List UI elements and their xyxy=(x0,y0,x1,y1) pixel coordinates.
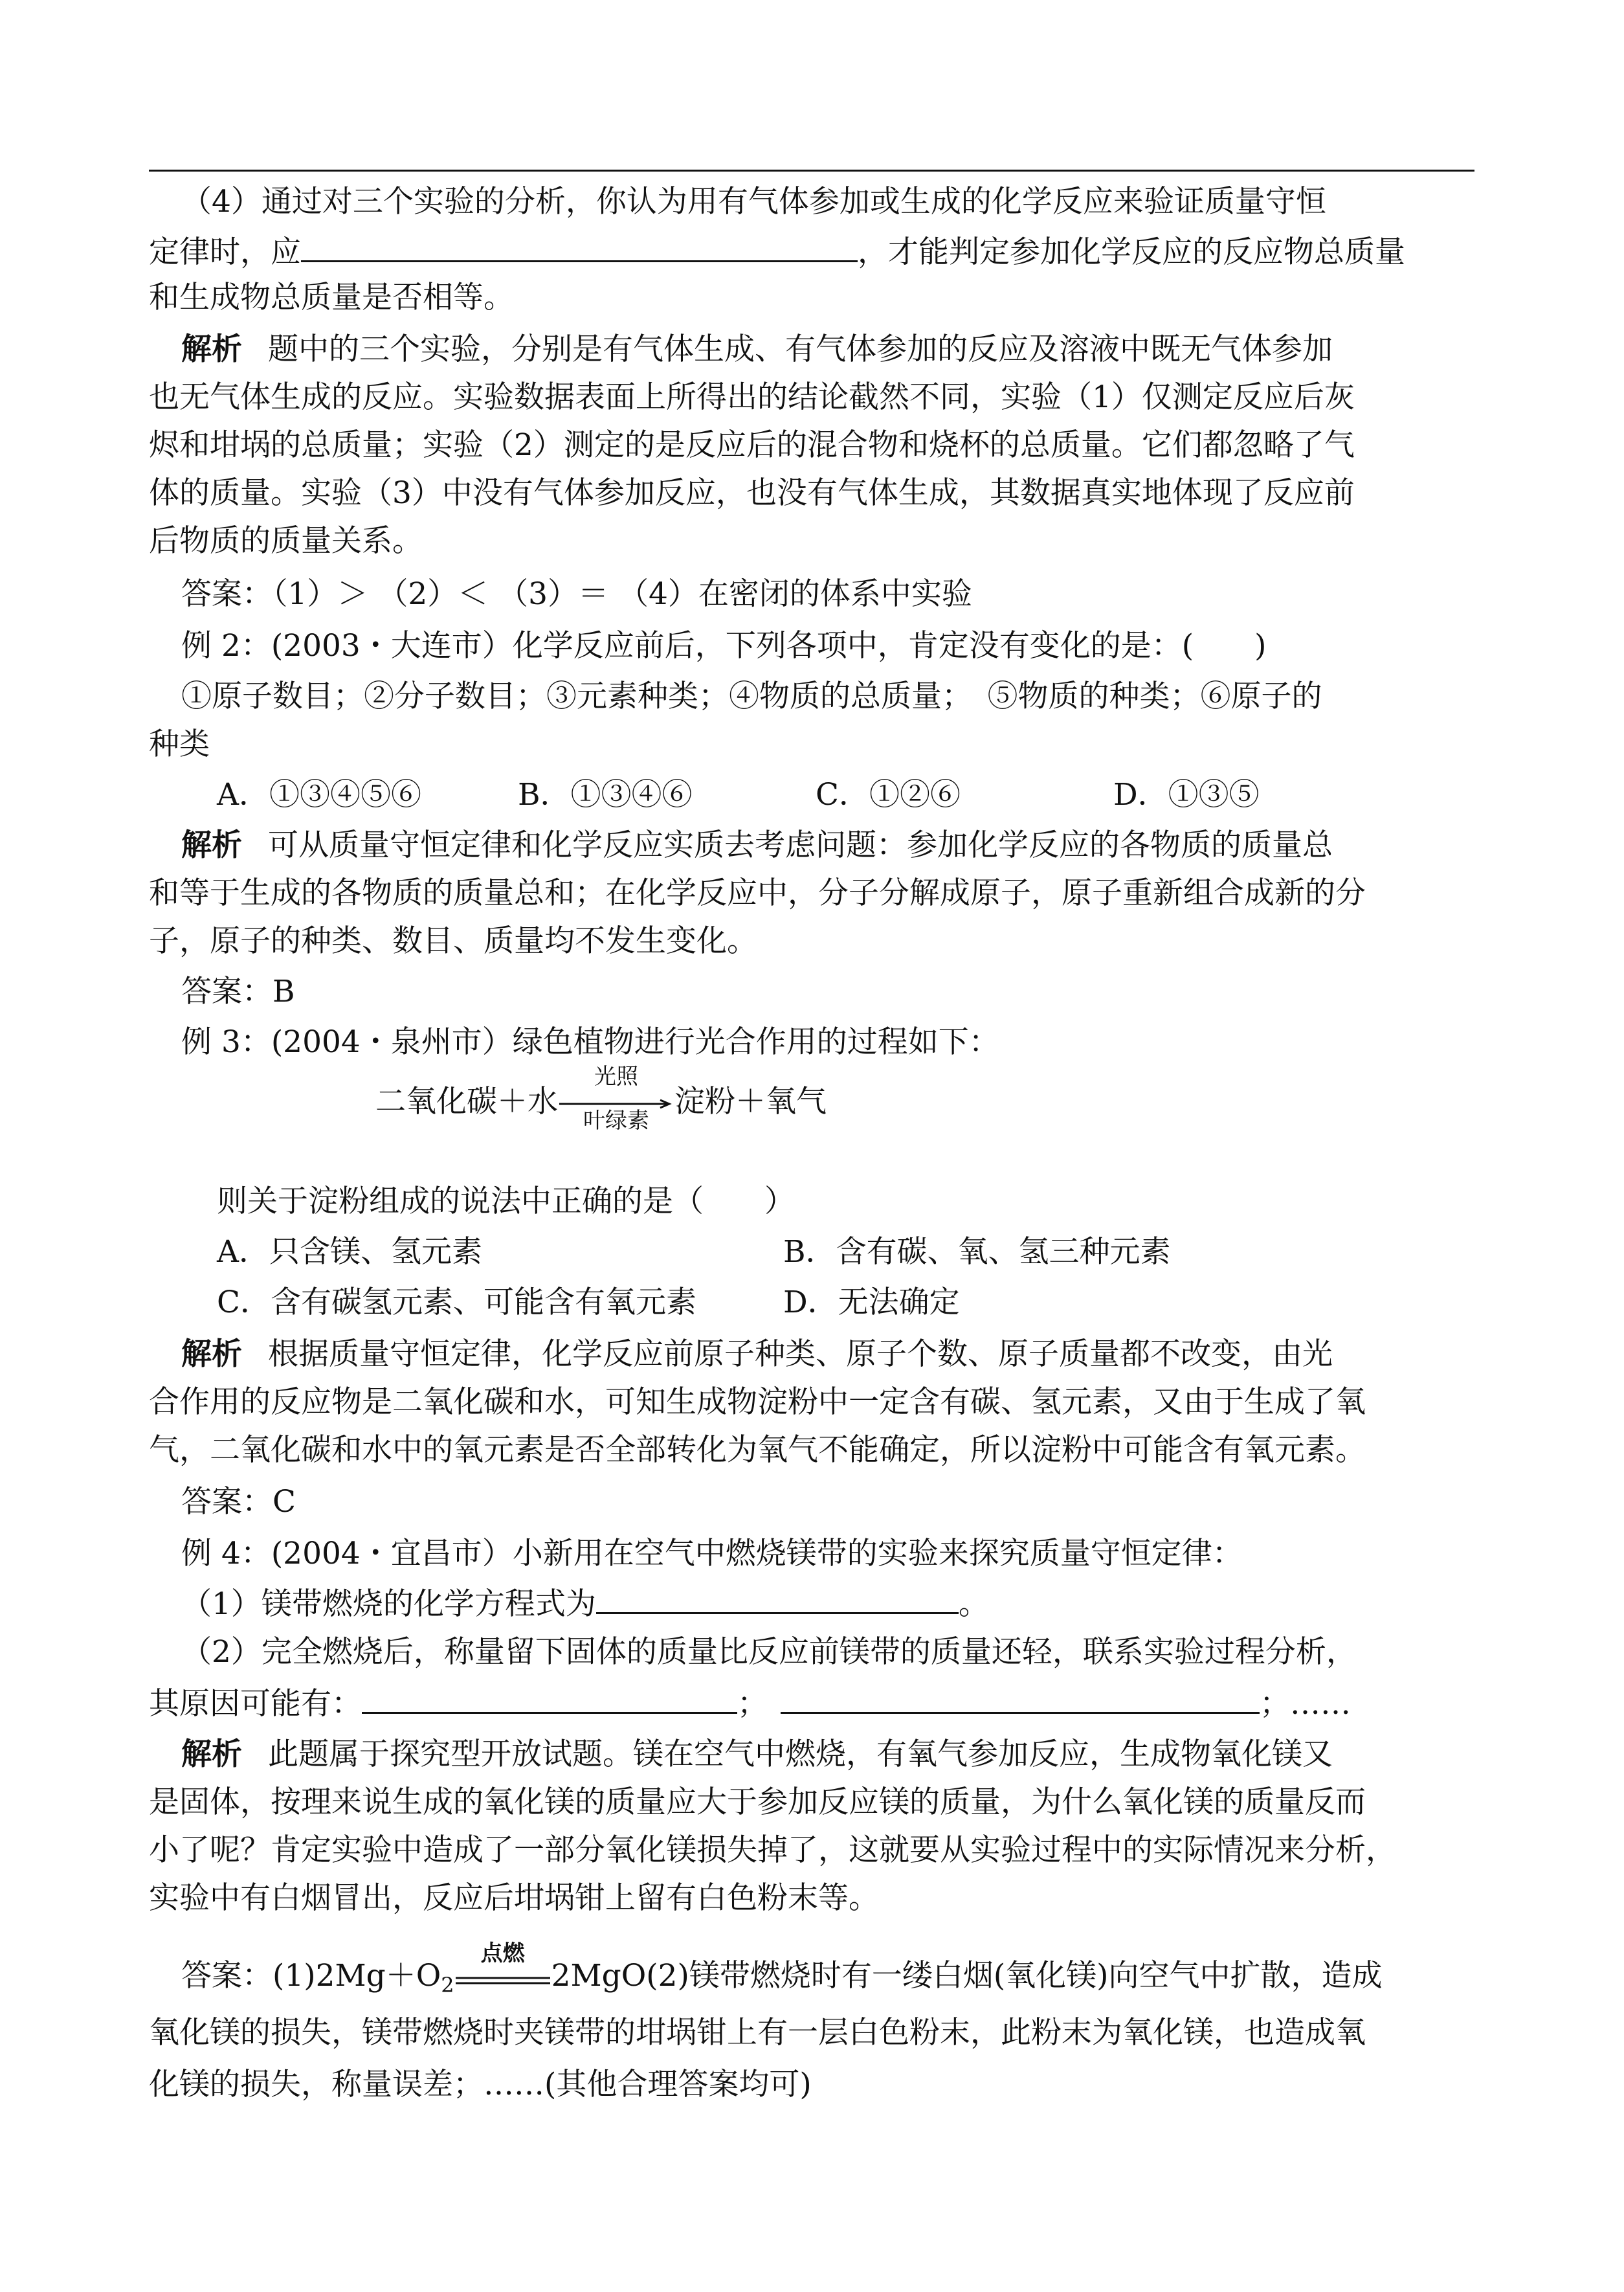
ex4-q2-sep: ； xyxy=(737,1686,768,1722)
q4-line-2-start: 定律时，应 xyxy=(149,234,301,270)
ex3-analysis-label: 解析 xyxy=(181,1336,242,1372)
ex4-q2-line-2 xyxy=(149,1682,1443,1724)
ex3-equation xyxy=(375,1064,1624,1134)
ex4-analysis-label: 解析 xyxy=(181,1736,242,1772)
ex4-analysis-line-1 xyxy=(181,1735,1476,1774)
ex3-eq-condition-below: 叶绿素 xyxy=(583,1108,649,1134)
ex2-analysis-label: 解析 xyxy=(181,827,242,863)
ex4-q1-blank xyxy=(596,1582,959,1614)
ex4-q2-blank-1 xyxy=(362,1682,737,1714)
q4-line-1: （4）通过对三个实验的分析，你认为用有气体参加或生成的化学反应来验证质量守恒 xyxy=(181,184,1326,219)
double-line-icon xyxy=(454,1975,551,1986)
ex4-q2-end: ；…… xyxy=(1260,1686,1351,1722)
q4-line-2-end: ，才能判定参加化学反应的反应物总质量 xyxy=(858,234,1405,270)
ex4-title: 例 4：(2004・宜昌市）小新用在空气中燃烧镁带的实验来探究质量守恒定律： xyxy=(181,1536,1243,1571)
ex3-eq-condition-above: 光照 xyxy=(594,1064,638,1090)
ex4-answer-condition: 点燃 xyxy=(480,1940,525,1966)
ex3-option-d: D．无法确定 xyxy=(783,1285,960,1320)
ex3-title: 例 3：(2004・泉州市）绿色植物进行光合作用的过程如下： xyxy=(181,1024,999,1060)
ex3-analysis-text-1: 根据质量守恒定律，化学反应前原子种类、原子个数、原子质量都不改变，由光 xyxy=(268,1336,1333,1372)
ex2-answer: 答案：B xyxy=(181,974,295,1009)
ex3-analysis-line-3: 气，二氧化碳和水中的氧元素是否全部转化为氧气不能确定，所以淀粉中可能含有氧元素。 xyxy=(149,1432,1366,1468)
q4-line-3: 和生成物总质量是否相等。 xyxy=(149,280,514,315)
ex4-q2-line-1: （2）完全燃烧后，称量留下固体的质量比反应前镁带的质量还轻，联系实验过程分析， xyxy=(181,1634,1357,1670)
q4-line-2 xyxy=(149,230,1443,272)
ex3-eq-left: 二氧化碳＋水 xyxy=(375,1084,558,1119)
analysis1-line-1 xyxy=(181,330,1476,369)
ex3-option-c: C．含有碳氢元素、可能含有氧元素 xyxy=(217,1285,696,1320)
answer1: 答案：（1）＞ （2）＜ （3）＝ （4）在密闭的体系中实验 xyxy=(181,576,972,612)
ex3-analysis-line-1 xyxy=(181,1335,1476,1374)
ex3-option-a: A．只含镁、氢元素 xyxy=(217,1234,482,1270)
ex3-option-b: B．含有碳、氧、氢三种元素 xyxy=(783,1234,1171,1270)
ex4-answer-rest: 2MgO(2)镁带燃烧时有一缕白烟(氧化镁)向空气中扩散，造成 xyxy=(551,1958,1383,1994)
ex2-option-a: A．①③④⑤⑥ xyxy=(217,777,421,813)
ex4-answer-line-2: 氧化镁的损失，镁带燃烧时夹镁带的坩埚钳上有一层白色粉末，此粉末为氧化镁，也造成氧 xyxy=(149,2015,1366,2050)
ex2-option-d: D．①③⑤ xyxy=(1113,777,1260,813)
ex4-answer-subscript: 2 xyxy=(441,1973,454,1997)
ex2-option-b: B．①③④⑥ xyxy=(518,777,693,813)
ex4-analysis-text-1: 此题属于探究型开放试题。镁在空气中燃烧，有氧气参加反应，生成物氧化镁又 xyxy=(268,1736,1333,1772)
ex4-answer-line-3: 化镁的损失，称量误差；……(其他合理答案均可) xyxy=(149,2067,812,2102)
ex4-analysis-line-4: 实验中有白烟冒出，反应后坩埚钳上留有白色粉末等。 xyxy=(149,1880,879,1916)
ex4-q1 xyxy=(181,1582,1476,1624)
ex3-question: 则关于淀粉组成的说法中正确的是（ ） xyxy=(217,1184,795,1219)
ex4-answer-start: 答案：(1)2Mg＋O xyxy=(181,1958,441,1994)
ex2-analysis-line-1 xyxy=(181,826,1476,865)
header-rule xyxy=(149,170,1474,172)
analysis1-line-2: 也无气体生成的反应。实验数据表面上所得出的结论截然不同，实验（1）仅测定反应后灰 xyxy=(149,379,1355,415)
ex4-q1-text: （1）镁带燃烧的化学方程式为 xyxy=(181,1586,596,1622)
ex2-option-c: C．①②⑥ xyxy=(816,777,961,813)
analysis1-line-3: 烬和坩埚的总质量；实验（2）测定的是反应后的混合物和烧杯的总质量。它们都忽略了气 xyxy=(149,427,1355,463)
ex2-items-line-2: 种类 xyxy=(149,726,210,762)
ex4-q1-end: 。 xyxy=(958,1586,989,1622)
ex4-q2-blank-2 xyxy=(781,1682,1260,1714)
ex4-answer-line-1 xyxy=(181,1940,1476,2005)
analysis1-text-1: 题中的三个实验，分别是有气体生成、有气体参加的反应及溶液中既无气体参加 xyxy=(268,331,1333,367)
analysis1-line-5: 后物质的质量关系。 xyxy=(149,523,423,559)
ex2-title: 例 2：(2003・大连市）化学反应前后，下列各项中，肯定没有变化的是：( ) xyxy=(181,628,1267,664)
ex2-analysis-line-2: 和等于生成的各物质的质量总和；在化学反应中，分子分解成原子，原子重新组合成新的分 xyxy=(149,875,1366,911)
ex2-items-line-1: ①原子数目；②分子数目；③元素种类；④物质的总质量； ⑤物质的种类；⑥原子的 xyxy=(181,679,1322,714)
ignite-equals-sign xyxy=(454,1940,551,1997)
ex3-analysis-line-2: 合作用的反应物是二氧化碳和水，可知生成物淀粉中一定含有碳、氢元素，又由于生成了氧 xyxy=(149,1384,1366,1420)
q4-answer-blank xyxy=(301,230,858,262)
ex3-answer: 答案：C xyxy=(181,1484,296,1520)
analysis1-label: 解析 xyxy=(181,331,242,367)
ex3-eq-right: 淀粉＋氧气 xyxy=(674,1084,827,1119)
ex4-q2-text: 其原因可能有： xyxy=(149,1686,362,1722)
reaction-arrow xyxy=(558,1064,674,1134)
ex2-analysis-line-3: 子，原子的种类、数目、质量均不发生变化。 xyxy=(149,923,757,959)
ex4-analysis-line-3: 小了呢？肯定实验中造成了一部分氧化镁损失掉了，这就要从实验过程中的实际情况来分析， xyxy=(149,1832,1396,1868)
ex2-analysis-text-1: 可从质量守恒定律和化学反应实质去考虑问题：参加化学反应的各物质的质量总 xyxy=(268,827,1333,863)
ex4-analysis-line-2: 是固体，按理来说生成的氧化镁的质量应大于参加反应镁的质量，为什么氧化镁的质量反而 xyxy=(149,1784,1366,1820)
analysis1-line-4: 体的质量。实验（3）中没有气体参加反应，也没有气体生成，其数据真实地体现了反应前 xyxy=(149,475,1355,511)
